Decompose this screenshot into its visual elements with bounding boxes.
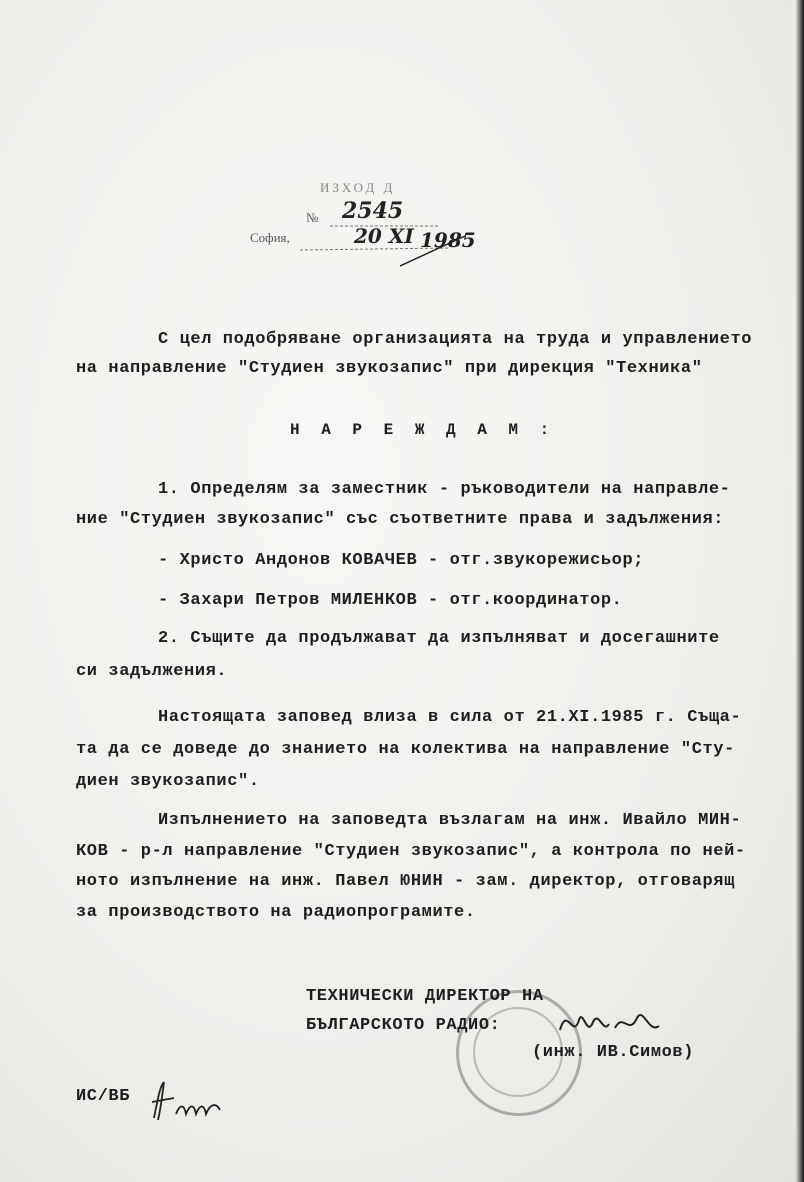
typist-initials: ИС/ВБ <box>76 1087 131 1106</box>
execution-line-2: КОВ - р-л направление "Студиен звукозапис", а контрола по ней- <box>76 842 746 861</box>
order-title: Н А Р Е Ж Д А М : <box>290 421 556 439</box>
director-signature <box>555 1000 675 1050</box>
effective-line-2: та да се доведе до знанието на колектива на направление "Сту- <box>76 740 735 759</box>
execution-line-3: ното изпълнение на инж. Павел ЮНИН - зам. директор, отговарящ <box>76 872 735 891</box>
signatory-name: (инж. ИВ.Симов) <box>532 1043 695 1062</box>
registration-year: 1985 <box>420 228 476 252</box>
registration-stamp <box>250 178 480 268</box>
registration-date: 20 XI <box>354 224 414 248</box>
item1-line-2: ние "Студиен звукозапис" със съответните права и задължения: <box>76 510 725 529</box>
deputy-kovachev: - Христо Андонов КОВАЧЕВ - отг.звукорежисьор; <box>158 551 645 570</box>
stamp-underlines <box>250 178 480 268</box>
signature-title-2: БЪЛГАРСКОТО РАДИО: <box>306 1016 501 1035</box>
item1-line-1: 1. Определям за заместник - ръководители на направле- <box>158 480 731 499</box>
place-label: София, <box>250 230 290 245</box>
signature-title-1: ТЕХНИЧЕСКИ ДИРЕКТОР НА <box>306 987 544 1006</box>
item2-line-1: 2. Същите да продължават да изпълняват и досегашните <box>158 629 720 648</box>
number-label: № <box>306 210 319 225</box>
deputy-milenkov: - Захари Петров МИЛЕНКОВ - отг.координатор. <box>158 591 623 610</box>
execution-line-1: Изпълнението на заповедта възлагам на инж. Ивайло МИН- <box>158 811 742 830</box>
stamp-header: ИЗХОД Д <box>320 180 396 195</box>
execution-line-4: за производството на радиопрограмите. <box>76 903 476 922</box>
effective-line-1: Настоящата заповед влиза в сила от 21.XI.1985 г. Съща- <box>158 708 742 727</box>
item2-line-2: си задължения. <box>76 662 228 681</box>
registration-number: 2545 <box>342 198 404 224</box>
intro-line-2: на направление "Студиен звукозапис" при дирекция "Техника" <box>76 359 703 378</box>
intro-line-1: С цел подобряване организацията на труда и управлението <box>158 330 753 349</box>
effective-line-3: диен звукозапис". <box>76 772 260 791</box>
handwritten-initials <box>146 1078 226 1124</box>
